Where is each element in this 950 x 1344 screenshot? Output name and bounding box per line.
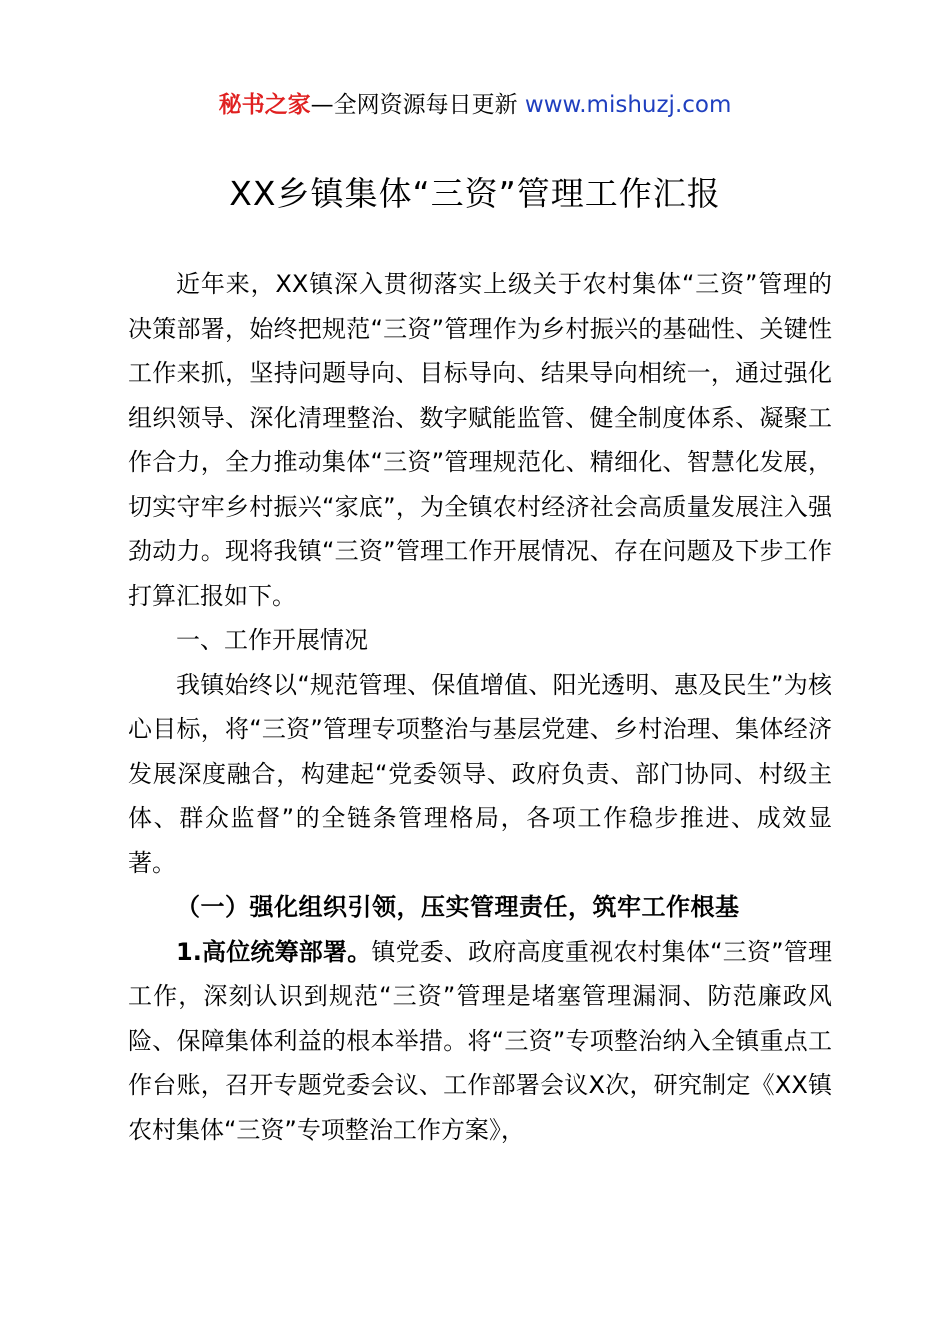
site-url[interactable]: www.mishuzj.com [524,92,732,118]
item-text: 镇党委、政府高度重视农村集体“三资”管理工作，深刻认识到规范“三资”管理是堵塞管理漏洞、防范廉政风险、保障集体利益的根本举措。将“三资”专项整治纳入全镇重点工作台账，召开专题党委会议、工作部署会议X次，研究制定《XX镇农村集体“三资”专项整治工作方案》， [128,937,832,1144]
item-lead: 1.高位统筹部署。 [176,937,372,966]
brand-name: 秘书之家 [218,92,311,118]
section-heading: 一、工作开展情况 [176,626,368,654]
intro-paragraph: 近年来，XX镇深入贯彻落实上级关于农村集体“三资”管理的决策部署，始终把规范“三资”管理作为乡村振兴的基础性、关键性工作来抓，坚持问题导向、目标导向、结果导向相统一，通过强化组织领导、深化清理整治、数字赋能监管、健全制度体系、凝聚工作合力，全力推动集体“三资”管理规范化、精细化、智慧化发展，切实守牢乡村振兴“家底”，为全镇农村经济社会高质量发展注入强劲动力。现将我镇“三资”管理工作开展情况、存在问题及下步工作打算汇报如下。 [128,270,832,610]
header-tagline: —全网资源每日更新 [310,92,525,118]
section-paragraph: 我镇始终以“规范管理、保值增值、阳光透明、惠及民生”为核心目标，将“三资”管理专项整治与基层党建、乡村治理、集体经济发展深度融合，构建起“党委领导、政府负责、部门协同、村级主体、群众监督”的全链条管理格局，各项工作稳步推进、成效显著。 [128,670,832,877]
site-header [0,86,950,124]
document-body [128,262,832,1152]
subsection-heading: （一）强化组织引领，压实管理责任，筑牢工作根基 [176,893,740,921]
item-paragraph [128,930,832,1153]
document-title: XX乡镇集体“三资”管理工作汇报 [229,174,721,213]
